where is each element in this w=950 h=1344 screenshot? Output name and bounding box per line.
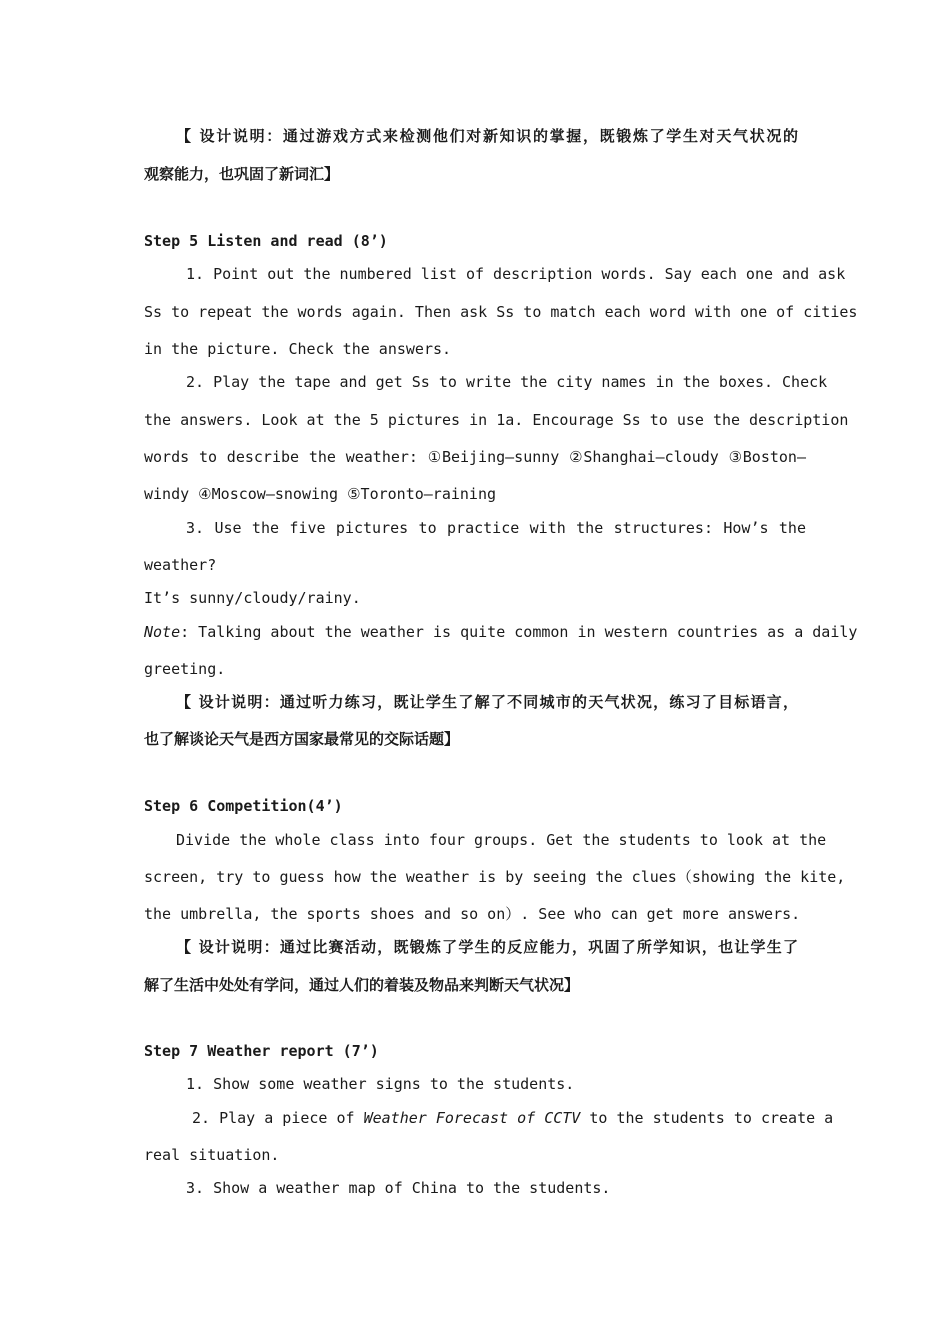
step7-item-2-line-2: real situation. <box>144 1146 280 1164</box>
step5-heading: Step 5 Listen and read (8’) <box>144 232 388 250</box>
design-note-3-line-2: 解了生活中处处有学问，通过人们的着装及物品来判断天气状况】 <box>144 976 580 994</box>
step5-p3-line-2: weather? <box>144 556 217 574</box>
note-text: : Talking about the weather is quite common in western countries as a daily <box>180 623 858 641</box>
step5-p1-line-2: Ss to repeat the words again. Then ask Ss to match each word with one of cities <box>144 303 858 321</box>
step5-p2-line-3: words to describe the weather: ①Beijing—sunny ②Shanghai—cloudy ③Boston— <box>144 448 806 466</box>
step5-p2-line-1: 2. Play the tape and get Ss to write the city names in the boxes. Check <box>186 373 828 391</box>
step5-note-line-1 <box>144 622 858 642</box>
step7-item-2-post: to the students to create a <box>580 1109 834 1127</box>
step5-p1-line-3: in the picture. Check the answers. <box>144 340 452 358</box>
design-note-2-line-2: 也了解谈论天气是西方国家最常见的交际话题】 <box>144 730 460 748</box>
step7-item-2-line-1 <box>192 1108 834 1128</box>
design-note-2-line-1: 【 设计说明：通过听力练习，既让学生了解了不同城市的天气状况，练习了目标语言， <box>176 693 798 711</box>
weather-forecast-title: Weather Forecast of CCTV <box>363 1109 581 1127</box>
step5-note-line-2: greeting. <box>144 660 226 678</box>
design-note-3-line-1: 【 设计说明：通过比赛活动，既锻炼了学生的反应能力，巩固了所学知识，也让学生了 <box>176 938 798 956</box>
step7-heading: Step 7 Weather report (7’) <box>144 1042 379 1060</box>
step5-p2-line-2: the answers. Look at the 5 pictures in 1a. Encourage Ss to use the description <box>144 411 849 429</box>
step6-p1-line-1: Divide the whole class into four groups. Get the students to look at the <box>176 831 827 849</box>
design-note-1-line-2: 观察能力，也巩固了新词汇】 <box>144 165 340 183</box>
step5-p3-line-1: 3. Use the five pictures to practice with the structures: How’s the <box>186 519 806 537</box>
step6-p1-line-2: screen, try to guess how the weather is by seeing the clues（showing the kite, <box>144 868 846 886</box>
step5-p1-line-1: 1. Point out the numbered list of description words. Say each one and ask <box>186 265 846 283</box>
step5-p2-line-4: windy ④Moscow—snowing ⑤Toronto—raining <box>144 485 497 503</box>
design-note-1-line-1: 【 设计说明：通过游戏方式来检测他们对新知识的掌握，既锻炼了学生对天气状况的 <box>176 127 798 145</box>
step6-p1-line-3: the umbrella, the sports shoes and so on）. See who can get more answers. <box>144 905 801 923</box>
step7-item-3: 3. Show a weather map of China to the students. <box>186 1179 611 1197</box>
step7-item-1: 1. Show some weather signs to the students. <box>186 1075 575 1093</box>
step7-item-2-pre: 2. Play a piece of <box>192 1109 364 1127</box>
note-label: Note <box>144 623 181 641</box>
step6-heading: Step 6 Competition(4’) <box>144 797 343 815</box>
step5-p3-line-3: It’s sunny/cloudy/rainy. <box>144 589 361 607</box>
